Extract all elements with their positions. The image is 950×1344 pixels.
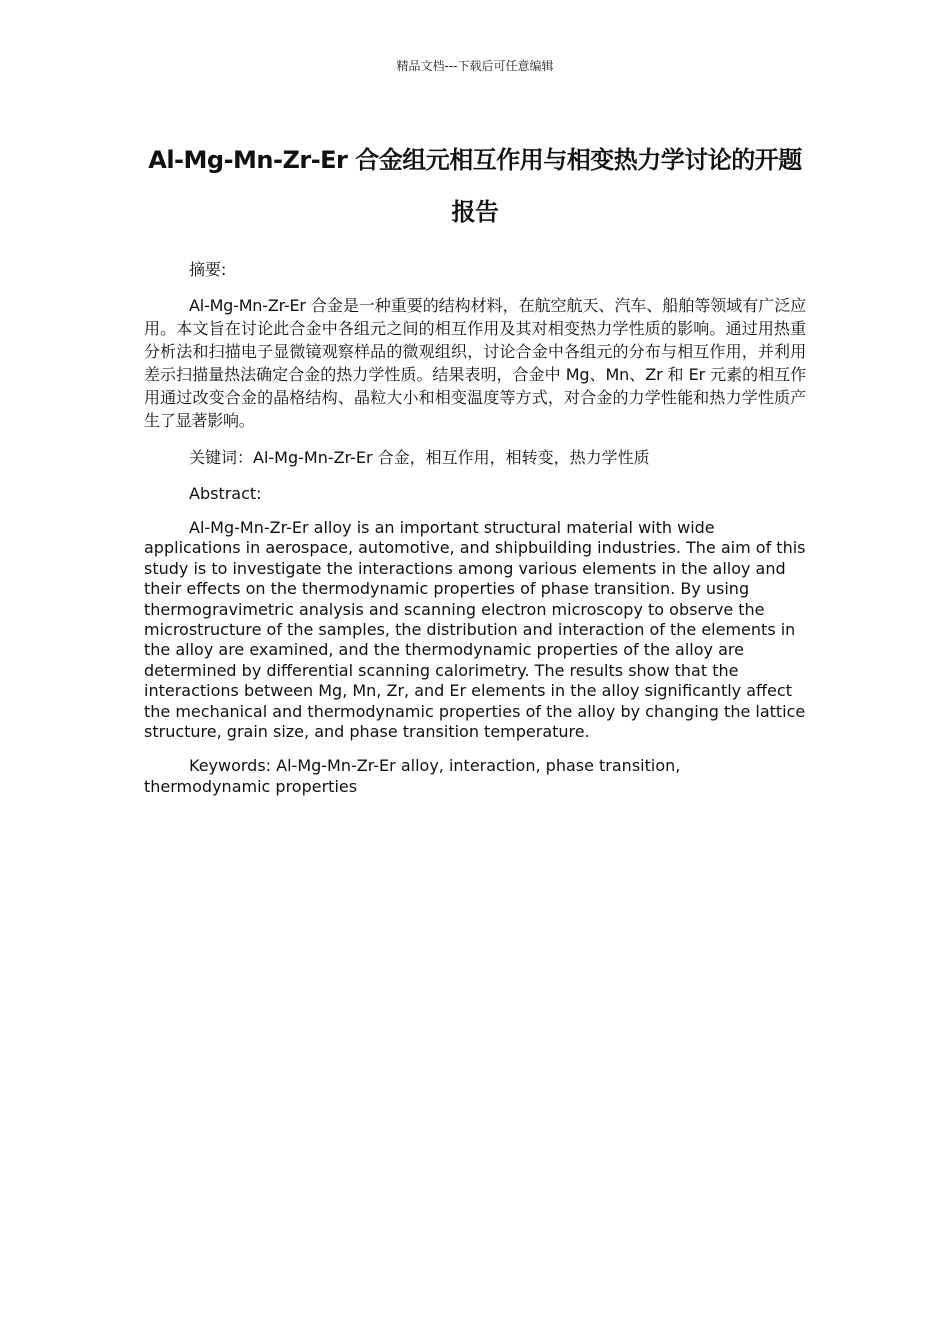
abstract-en-label: Abstract: [189,484,262,503]
document-body [144,258,806,811]
header-note: 精品文档---下载后可任意编辑 [396,59,554,73]
abstract-cn-label: 摘要: [189,260,227,279]
abstract-cn-text: Al-Mg-Mn-Zr-Er 合金是一种重要的结构材料，在航空航天、汽车、船舶等领域有广泛应用。本文旨在讨论此合金中各组元之间的相互作用及其对相变热力学性质的影响。通过用热重分析法和扫描电子显微镜观察样品的微观组织，讨论合金中各组元的分布与相互作用，并利用差示扫描量热法确定合金的热力学性质。结果表明，合金中 Mg、Mn、Zr 和 Er 元素的相互作用通过改变合金的晶格结构、晶粒大小和相变温度等方式，对合金的力学性能和热力学性质产生了显著影响。 [144,296,806,430]
keywords-en: Keywords: Al-Mg-Mn-Zr-Er alloy, interaction, phase transition, thermodynamic properties [144,756,681,796]
abstract-en-text: Al-Mg-Mn-Zr-Er alloy is an important structural material with wide applications in aerospace, automotive, and shipbuilding industries. The aim of this study is to investigate the interactions among various elements in the alloy and their effects on the thermodynamic properties of phase transition. By using thermogravimetric analysis and scanning electron microscopy to observe the microstructure of the samples, the distribution and interaction of the elements in the alloy are examined, and the thermodynamic properties of the alloy are determined by differential scanning calorimetry. The results show that the interactions between Mg, Mn, Zr, and Er elements in the alloy significantly affect the mechanical and thermodynamic properties of the alloy by changing the lattice structure, grain size, and phase transition temperature. [144,518,806,742]
document-title: Al-Mg-Mn-Zr-Er 合金组元相互作用与相变热力学讨论的开题报告 [148,146,802,226]
keywords-cn: 关键词：Al-Mg-Mn-Zr-Er 合金，相互作用，相转变，热力学性质 [189,448,650,467]
